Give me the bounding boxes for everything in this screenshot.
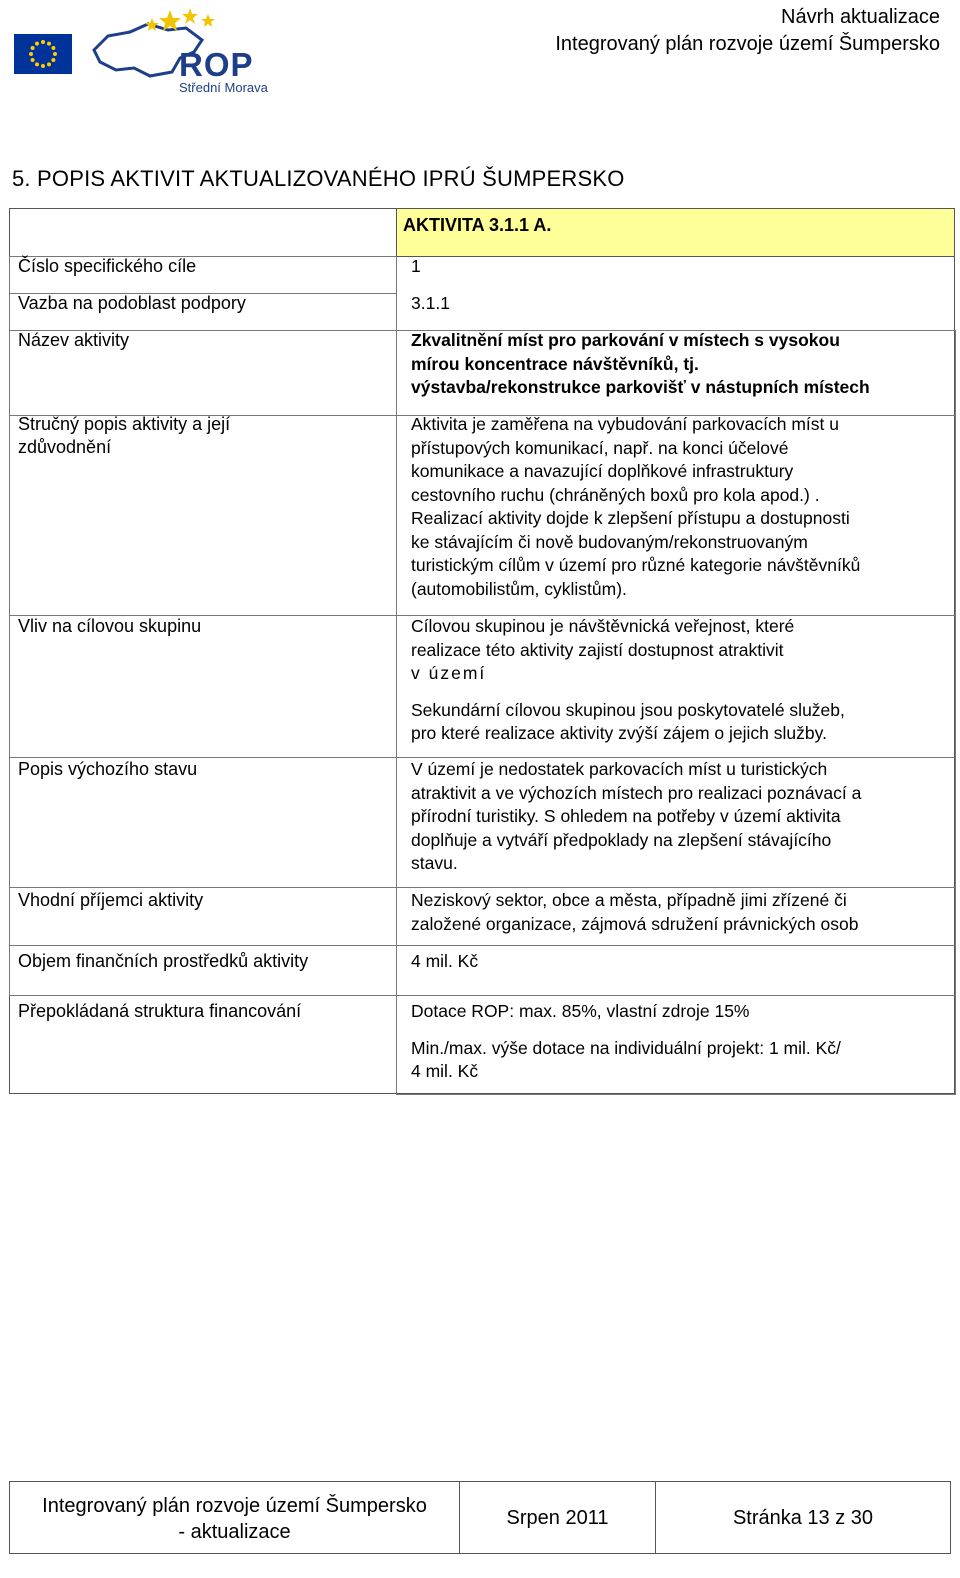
financing-line: Dotace ROP: max. 85%, vlastní zdroje 15% [411,1001,750,1021]
activity-name-value [411,329,870,400]
header-line-1: Návrh aktualizace [781,6,940,28]
description-line: Realizací aktivity dojde k zlepšení přístupu a dostupnosti [411,508,850,528]
financial-volume-label: Objem finančních prostředků aktivity [18,951,309,971]
description-line: turistickým cílům v území pro různé kategorie návštěvníků [411,555,861,575]
document-header [555,4,940,58]
short-description-label [18,413,230,459]
rop-logo [90,6,300,98]
header-logos [14,6,304,98]
activity-name-line: výstavba/rekonstrukce parkovišť v nástupních místech [411,377,870,397]
target-group-line: Sekundární cílovou skupinou jsou poskytovatelé služeb, [411,699,845,720]
description-line: ke stávajícím či nově budovaným/rekonstruovaným [411,531,808,552]
financing-line: 4 mil. Kč [411,1061,479,1081]
table-cell [396,945,956,996]
rop-logo-subtext: Střední Morava [179,80,268,95]
description-line: (automobilistům, cyklistům). [411,578,627,599]
description-line: komunikace a navazující doplňkové infrastruktury [411,461,794,481]
target-group-line: pro které realizace aktivity zvýší zájem o jejich služby. [411,723,827,743]
activity-table [9,208,955,1094]
description-line: Aktivita je zaměřena na vybudování parkovacích míst u [411,414,839,434]
label-line: zdůvodnění [18,437,112,457]
initial-state-line: přírodní turistiky. S ohledem na potřeby v území aktivita [411,806,841,826]
section-title: 5. POPIS AKTIVIT AKTUALIZOVANÉHO IPRÚ ŠUMPERSKO [12,166,625,191]
activity-heading: AKTIVITA 3.1.1 A. [403,215,552,235]
target-group-line: realizace této aktivity zajistí dostupnost atraktivit [411,639,784,660]
target-group-line: Cílovou skupinou je návštěvnická veřejnost, které [411,616,795,636]
activity-heading-cell [396,209,954,257]
initial-state-line: atraktivit a ve výchozích místech pro realizaci poznávací a [411,782,862,803]
activity-name-line: mírou koncentrace návštěvníků, tj. [411,353,699,374]
initial-state-value [411,758,861,876]
financing-structure-value [411,1000,841,1084]
footer-document-name [10,1482,460,1553]
financing-structure-label: Přepokládaná struktura financování [18,1001,302,1021]
initial-state-line: doplňuje a vytváří předpoklady na zlepšení stávajícího [411,829,832,850]
recipients-line: založené organizace, zájmová sdružení právnických osob [411,913,859,934]
footer-page-number: Stránka 13 z 30 [732,1507,874,1529]
support-link-label: Vazba na podoblast podpory [18,293,246,313]
description-line: přístupových komunikací, např. na konci účelové [411,437,789,458]
specific-goal-value: 1 [411,256,421,276]
short-description-value [411,413,860,601]
financial-volume-value: 4 mil. Kč [411,951,479,971]
footer-line: - aktualizace [178,1521,291,1543]
footer-date: Srpen 2011 [460,1482,656,1553]
rop-logo-text: ROP [179,46,254,83]
activity-name-line: Zkvalitnění míst pro parkování v místech s vysokou [411,330,840,350]
initial-state-line: stavu. [411,853,458,873]
specific-goal-label: Číslo specifického cíle [18,256,197,276]
footer-line: Integrovaný plán rozvoje území Šumpersko [42,1495,427,1517]
header-line-2: Integrovaný plán rozvoje území Šumpersko [555,33,940,55]
recipients-value [411,889,858,936]
description-line: cestovního ruchu (chráněných boxů pro kola apod.) . [411,484,820,505]
target-group-value [411,615,845,746]
support-link-value: 3.1.1 [411,293,450,313]
target-group-label: Vliv na cílovou skupinu [18,616,202,636]
initial-state-line: V území je nedostatek parkovacích míst u turistických [411,759,828,779]
recipients-label: Vhodní příjemci aktivity [18,890,204,910]
eu-flag-icon [14,34,72,74]
page-footer [9,1481,951,1554]
recipients-line: Neziskový sektor, obce a města, případně jimi zřízené či [411,890,847,910]
target-group-line: v území [411,663,487,683]
financing-line: Min./max. výše dotace na individuální projekt: 1 mil. Kč/ [411,1037,841,1058]
initial-state-label: Popis výchozího stavu [18,759,198,779]
label-line: Stručný popis aktivity a její [18,414,231,434]
activity-name-label: Název aktivity [18,330,130,350]
